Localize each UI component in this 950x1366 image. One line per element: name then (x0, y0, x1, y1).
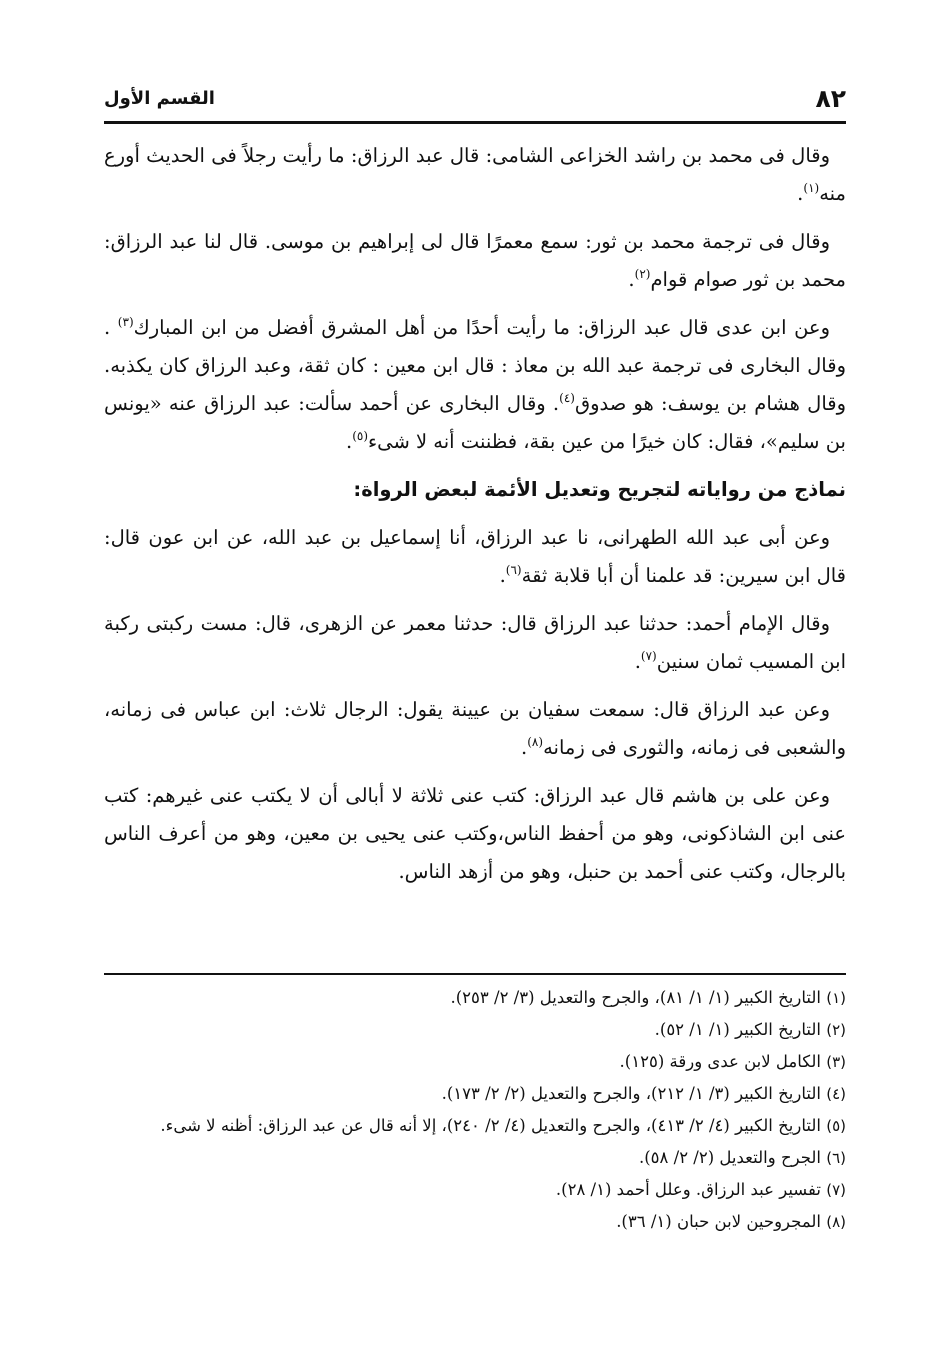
paragraph-text: وقال فى محمد بن راشد الخزاعى الشامى: قال عبد الرزاق: ما رأيت رجلاً فى الحديث أورع منه (104, 144, 846, 205)
paragraph-tail: . (521, 736, 528, 759)
footnote-text: التاريخ الكبير (١/ ١/ ٥٢). (654, 1020, 821, 1039)
page-number: ٨٢ (815, 84, 846, 113)
footnote-ref[interactable]: (٨) (527, 735, 544, 749)
footnote (104, 1142, 846, 1174)
paragraph (104, 223, 846, 299)
header-rule (104, 121, 846, 124)
footnote-number: (١) (826, 989, 846, 1007)
paragraph-tail: . (797, 182, 804, 205)
footnote-number: (٣) (826, 1053, 846, 1071)
footnote-ref[interactable]: (٦) (505, 563, 522, 577)
footnote-text: المجروحين لابن حبان (١/ ٣٦). (616, 1212, 821, 1231)
footnote (104, 1014, 846, 1046)
paragraph-text: . وقال البخارى فى ترجمة عبد الله بن معاذ : قال ابن معين : كان ثقة، وعبد الرزاق كان يكذبه. وقال هشام بن يوسف: هو صدوق (104, 316, 846, 415)
paragraph (104, 777, 846, 891)
footnote-number: (٥) (826, 1117, 846, 1135)
paragraph-text: وعن على بن هاشم قال عبد الرزاق: كتب عنى ثلاثة لا أبالى أن لا يكتب عنى غيرهم: كتب عنى ابن الشاذكونى، وهو من أحفظ الناس،وكتب عنى يحيى بن معين، وهو من أعرف الناس بالرجال، وكتب عنى أحمد بن حنبل، وهو من أزهد الناس. (104, 784, 846, 883)
running-header (104, 84, 846, 120)
footnote (104, 1078, 846, 1110)
paragraph-text: وعن عبد الرزاق قال: سمعت سفيان بن عيينة يقول: الرجال ثلاث: ابن عباس فى زمانه، والشعبى فى زمانه، والثورى فى زمانه (104, 698, 846, 759)
paragraph-text: وعن ابن عدى قال عبد الرزاق: ما رأيت أحدًا من أهل المشرق أفضل من ابن المبارك (133, 316, 830, 339)
footnote-number: (٤) (826, 1085, 846, 1103)
footnote-text: تفسير عبد الرزاق. وعلل أحمد (١/ ٢٨). (555, 1180, 821, 1199)
footnote-ref[interactable]: (٤) (559, 391, 575, 405)
paragraph-text: وقال فى ترجمة محمد بن ثور: سمع معمرًا قال لى إبراهيم بن موسى. قال لنا عبد الرزاق: محمد بن ثور صوام قوام (104, 230, 846, 291)
paragraph (104, 137, 846, 213)
paragraph (104, 519, 846, 595)
paragraph-tail: . (628, 268, 635, 291)
footnote-ref[interactable]: (٣) (117, 315, 134, 329)
paragraph-text: وعن أبى عبد الله الطهرانى، نا عبد الرزاق، أنا إسماعيل بن عبد الله، عن ابن عون قال: قال ابن سيرين: قد علمنا أن أبا قلابة ثقة (104, 526, 846, 587)
paragraph-tail: . (499, 564, 506, 587)
paragraph (104, 691, 846, 767)
footnote-text: التاريخ الكبير (١/ ١/ ٨١)، والجرح والتعديل (٣/ ٢/ ٢٥٣). (450, 988, 821, 1007)
footnote-text: التاريخ الكبير (٣/ ١/ ٢١٢)، والجرح والتعديل (٢/ ٢/ ١٧٣). (441, 1084, 821, 1103)
footnote-number: (٢) (826, 1021, 846, 1039)
footnote-number: (٦) (826, 1149, 846, 1167)
footnote (104, 982, 846, 1014)
footnote (104, 1174, 846, 1206)
section-subheading: نماذج من رواياته لتجريح وتعديل الأئمة لبعض الرواة: (353, 478, 846, 501)
footnote-ref[interactable]: (٧) (640, 649, 657, 663)
footnote (104, 1206, 846, 1238)
footnote-rule (104, 973, 846, 975)
body-text (104, 137, 846, 901)
footnote-text: الجرح والتعديل (٢/ ٢/ ٥٨). (638, 1148, 821, 1167)
paragraph-tail: . (345, 430, 353, 453)
paragraph (104, 605, 846, 681)
book-page (104, 0, 846, 1366)
footnote-ref[interactable]: (١) (803, 181, 820, 195)
footnote-ref[interactable]: (٢) (634, 267, 651, 281)
footnote-number: (٨) (826, 1213, 846, 1231)
paragraph-tail: . (634, 650, 641, 673)
footnote-ref[interactable]: (٥) (352, 429, 369, 443)
paragraph (104, 309, 846, 461)
section-title: القسم الأول (104, 88, 215, 109)
footnote (104, 1110, 846, 1142)
footnote-number: (٧) (826, 1181, 846, 1199)
footnote-text: الكامل لابن عدى ورقة (١٢٥). (619, 1052, 821, 1071)
paragraph-text: . وقال البخارى عن أحمد سألت: عبد الرزاق عنه «يونس بن سليم»، فقال: كان خيرًا من عين بقة، فظننت أنه لا شىء (104, 392, 846, 453)
paragraph-text: وقال الإمام أحمد: حدثنا عبد الرزاق قال: حدثنا معمر عن الزهرى، قال: مست ركبتى ركبة ابن المسيب ثمان سنين (104, 612, 846, 673)
footnote (104, 1046, 846, 1078)
footnote-text: التاريخ الكبير (٤/ ٢/ ٤١٣)، والجرح والتعديل (٤/ ٢/ ٢٤٠)، إلا أنه قال عن عبد الرزاق: أظنه لا شىء. (160, 1116, 821, 1135)
footnotes (104, 982, 846, 1238)
